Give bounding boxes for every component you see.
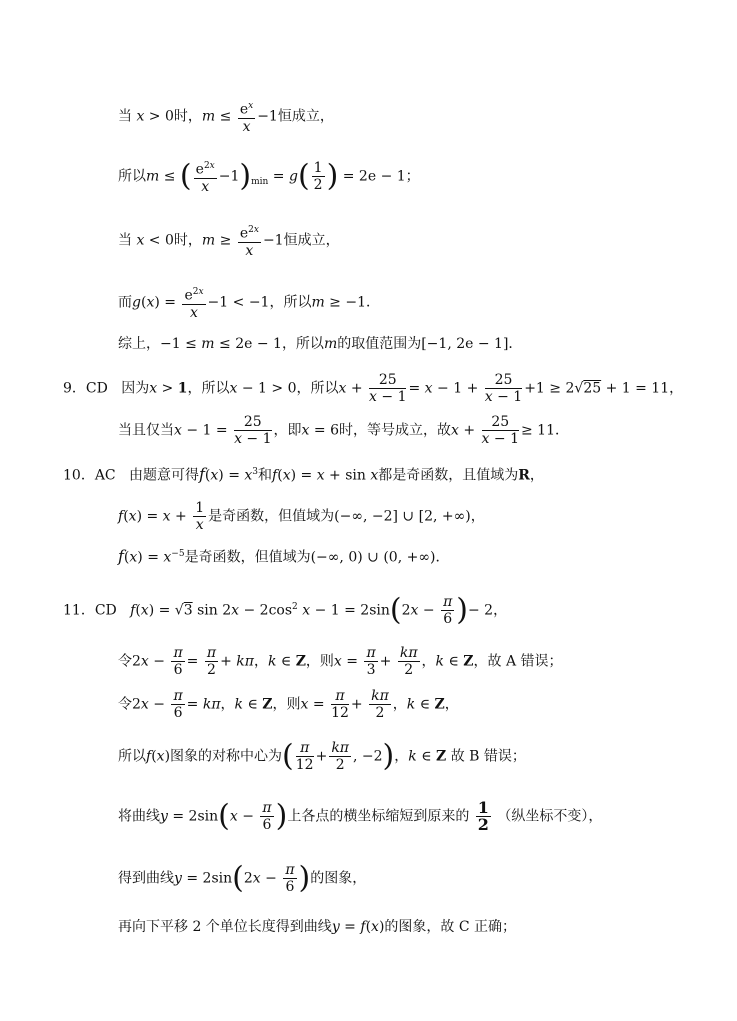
fraction: $\frac{1}{2}$ [477,798,489,834]
fraction: $\frac{e^{2x}}{x}$ [182,284,205,321]
fraction: $\frac{25}{x - 1}$ [481,414,519,447]
line-q9: 9．CD 因为x > 1，所以x − 1 > 0，所以x + $\frac{25}{x - 1}$ = x − 1 + $\frac{25}{x - 1}$ +1 ≥ 2√25 + 1 = 11， [63,372,684,405]
fraction: $\frac{\pi}{12}$ [331,688,349,721]
fraction: $\frac{k\pi}{2}$ [371,688,389,721]
fraction: $\frac{\pi}{6}$ [262,800,272,833]
fraction: $\frac{\pi}{6}$ [443,594,453,627]
fraction: $\frac{\pi}{6}$ [173,688,183,721]
fraction: $\frac{1}{2}$ [313,159,323,193]
line-12: 令2x − $\frac{\pi}{6}$ = $\frac{\pi}{2}$ + kπ，k ∈ Z，则x = $\frac{\pi}{3}$ + $\frac{k\pi}{2}$ ，k ∈ Z，故 A 错误； [118,645,563,678]
line-10: $f(x) = x^{-5}$是奇函数，但值域为(−∞, 0) ∪ (0, +∞)． [118,546,450,566]
line-13: 令2x − $\frac{\pi}{6}$ = kπ，k ∈ Z，则x = $\frac{\pi}{12}$ + $\frac{k\pi}{2}$ ，k ∈ Z， [118,688,459,721]
line-4: 而g(x) = $\frac{e^{2x}}{x}$ −1 < −1，所以m ≥ −1． [118,284,380,321]
fraction: $\frac{k\pi}{2}$ [331,740,349,773]
line-2: 所以m ≤ ( $\frac{e^{2x}}{x}$ $-1)_{min} = g$( $\frac{1}{2}$ ) = 2e − 1； [118,158,420,195]
fraction: $\frac{25}{x - 1}$ [369,372,407,405]
line-17: 再向下平移 2 个单位长度得到曲线y = f(x)的图象，故 C 正确； [118,919,517,935]
line-16: 得到曲线y = 2sin(2x − $\frac{\pi}{6}$ )的图象， [118,860,367,896]
line-q11: 11．CD f(x) = √3 $\sin 2x - 2\cos^2$ x − 1 = 2sin(2x − $\frac{\pi}{6}$ )− 2， [63,592,508,628]
line-15: 将曲线y = 2sin(x − $\frac{\pi}{6}$ )上各点的横坐标缩短到原来的 $\frac{1}{2}$ （纵坐标不变）， [118,798,603,834]
fraction: $\frac{1}{x}$ [195,500,205,533]
fraction: $\frac{e^{2x}}{x}$ [238,222,261,259]
question-number: 11．CD [63,602,117,619]
line-7: 当且仅当x − 1 = $\frac{25}{x - 1}$ ，即x = 6时，等号成立，故x + $\frac{25}{x - 1}$ ≥ 11． [118,414,569,447]
fraction: $\frac{25}{x - 1}$ [234,414,272,447]
fraction: $\frac{\pi}{3}$ [366,645,376,678]
line-q10: 10．AC 由题意可得$f(x) = x^3$和f(x) = x + sin x都是奇函数，且值域为R， [63,464,544,484]
question-number: 10．AC [63,467,116,484]
fraction: $\frac{\pi}{6}$ [173,645,183,678]
line-14: 所以f(x)图象的对称中心为( $\frac{\pi}{12}$ + $\frac{k\pi}{2}$ , −2)，k ∈ Z 故 B 错误； [118,738,526,774]
fraction: $\frac{25}{x - 1}$ [484,372,523,405]
fraction: $\frac{e^{2x}}{x}$ [194,158,217,195]
question-number: 9．CD [63,380,108,397]
line-3: 当 x < 0时，m ≥ $\frac{e^{2x}}{x}$ −1恒成立， [118,222,340,259]
line-1: 当 x > 0时，m ≤ $\frac{e^x}{x}$ −1恒成立， [118,98,334,135]
fraction: $\frac{\pi}{6}$ [285,862,295,895]
fraction: $\frac{\pi}{2}$ [206,645,217,678]
fraction: $\frac{e^x}{x}$ [238,98,255,135]
fraction: $\frac{\pi}{12}$ [295,740,314,773]
line-9: f(x) = x + $\frac{1}{x}$ 是奇函数，但值域为(−∞, −2] ∪ [2, +∞)， [118,500,485,533]
fraction: $\frac{k\pi}{2}$ [399,645,418,678]
line-5: 综上，−1 ≤ m ≤ 2e − 1，所以m的取值范围为[−1, 2e − 1]． [118,336,523,352]
